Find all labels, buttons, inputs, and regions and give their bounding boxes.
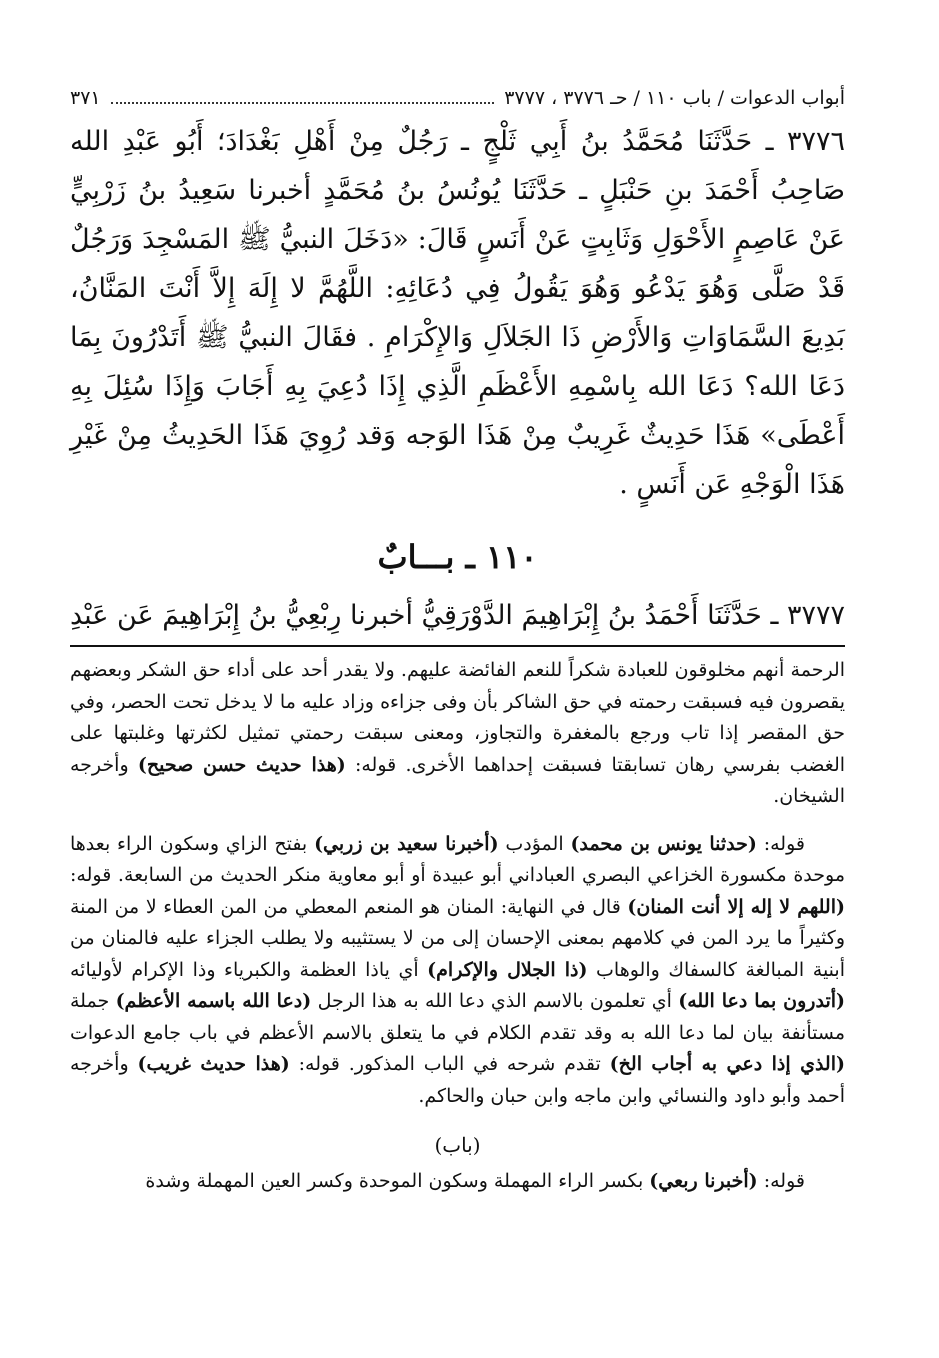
commentary-quote: (أخبرنا سعيد بن زربي) [314,832,499,855]
page [70,85,845,1198]
commentary-text: قال في النهاية: المنان هو المنعم المعطي من المن العطاء لا من المنة وكثيراً ما يرد المن في كلامهم بمعنى الإحسان إلى من لا يستثيبه ولا يطلب الجزاء عليه فالمنان من أبنية المبالغة كالسفاك والوهاب [70,895,845,981]
hadith-3777: ٣٧٧٧ ـ حَدَّثَنَا أَحْمَدُ بنُ إِبْرَاهِيمَ الدَّوْرَقِيُّ أخبرنا رِبْعِيُّ بنُ إِبْرَاهِيمَ عَن عَبْدِ [70,600,845,631]
header-title: أبواب الدعوات / باب ١١٠ / حـ ٣٧٧٦ ، ٣٧٧٧ [504,87,845,109]
commentary-text: وأخرجه أحمد وأبو داود والنسائي وابن ماجه وابن حبان والحاكم. [70,1053,845,1107]
commentary-quote: (حدثنا يونس بن محمد) [570,832,757,855]
commentary-quote: (ذا الجلال والإكرام) [427,958,588,981]
commentary-quote: (دعا الله باسمه الأعظم) [115,990,312,1012]
commentary-text: تقدم شرحه في الباب المذكور. قوله: [298,1053,601,1075]
commentary-paragraph-2 [70,829,845,1113]
running-header [70,85,845,115]
commentary-text: أي تعلمون بالاسم الذي دعا الله به هذا الرجل [317,990,672,1012]
commentary-paragraph-1 [70,655,845,813]
hadith-3776: ٣٧٧٦ ـ حَدَّثَنَا مُحَمَّدُ بنُ أَبِي ثَلْجٍ ـ رَجُلٌ مِنْ أَهْلِ بَغْدَادَ؛ أَبُو عَبْدِ الله صَاحِبُ أَحْمَدَ بنِ حَنْبَلٍ ـ حَدَّثَنَا يُونُسُ بنُ مُحَمَّدٍ أخبرنا سَعِيدُ بنُ زَرْبِيٍّ عَنْ عَاصِمٍ الأَحْوَلِ وَثَابِتٍ عَنْ أَنَسٍ قَالَ: «دَخَلَ النبيُّ ﷺ المَسْجِدَ وَرَجُلٌ قَدْ صَلَّى وَهُوَ يَدْعُو وَهُوَ يَقُولُ فِي دُعَائِهِ: اللَّهُمَّ لا إِلَهَ إِلاَّ أَنْتَ المَنَّانُ، بَدِيعَ السَّمَاوَاتِ وَالأَرْضِ ذَا الجَلاَلِ وَالإِكْرَامِ . فقَالَ النبيُّ ﷺ أَتَدْرُونَ بِمَا دَعَا الله؟ دَعَا الله بِاسْمِهِ الأَعْظَمِ الَّذِي إِذَا دُعِيَ بِهِ أَجَابَ وَإِذَا سُئِلَ بِهِ أَعْطَى» هَذَا حَدِيثٌ غَرِيبٌ مِنْ هَذَا الوَجه وَقد رُوِيَ هَذَا الحَدِيثُ مِنْ غَيْرِ هَذَا الْوَجْهِ عَن أَنَسٍ . [70,126,845,500]
commentary-text: قوله: [763,1170,805,1192]
commentary-text: المؤدب [505,832,564,855]
footnote-divider [70,645,845,647]
commentary-text: قوله: [763,832,805,855]
chapter-title: ١١٠ ـ بـــابٌ [377,538,538,576]
commentary-quote: (أخبرنا ربعي) [649,1170,758,1192]
commentary-paragraph-3 [70,1166,845,1198]
commentary-text: أي ياذا العظمة والكبرياء وذا الإكرام لأوليائه [70,958,419,981]
commentary-text: بفتح الزاي وسكون الراء بعدها موحدة مكسورة الخزاعي البصري العباداني أبو عبيدة أو أبو معاوية منكر الحديث من السابعة. قوله: [70,832,845,886]
commentary-quote: (الذي إذا دعي به أجاب الخ) [609,1053,845,1075]
commentary-quote: (هذا حديث حسن صحيح) [137,753,346,776]
commentary-sub-heading: (باب) [434,1133,481,1157]
commentary-text: الرحمة أنهم مخلوقون للعبادة شكراً للنعم الفائضة عليهم. ولا يقدر أحد على أداء حق الشكر وبعضهم يقصرون فيه فسبقت رحمته في حق الشاكر بأن وفى جزاءه وزاد عليه ما لا يدخل تحت الحصر، وفي حق المقصر إذا تاب ورجع بالمغفرة والتجاوز، ومعنى سبقت رحمتي تمثيل لكثرتها وغلبتها على الغضب بفرسي رهان تسابقتا فسبقت إحداهما الأخرى. قوله: [70,659,846,776]
commentary-text: بكسر الراء المهملة وسكون الموحدة وكسر العين المهملة وشدة [145,1170,644,1192]
header-dot-leader [111,102,495,104]
commentary-quote: (اللهم لا إله إلا أنت المنان) [627,895,845,918]
commentary-text: وأخرجه الشيخان. [70,753,845,807]
page-number: ٣٧١ [70,87,101,109]
commentary-quote: (أتدرون بما دعا الله) [678,990,845,1012]
commentary-quote: (هذا حديث غريب) [137,1053,290,1075]
commentary-text: جملة مستأنفة بيان لما دعا الله به وقد تقدم الكلام في ما يتعلق بالاسم الأعظم في باب جامع الدعوات [70,990,845,1044]
